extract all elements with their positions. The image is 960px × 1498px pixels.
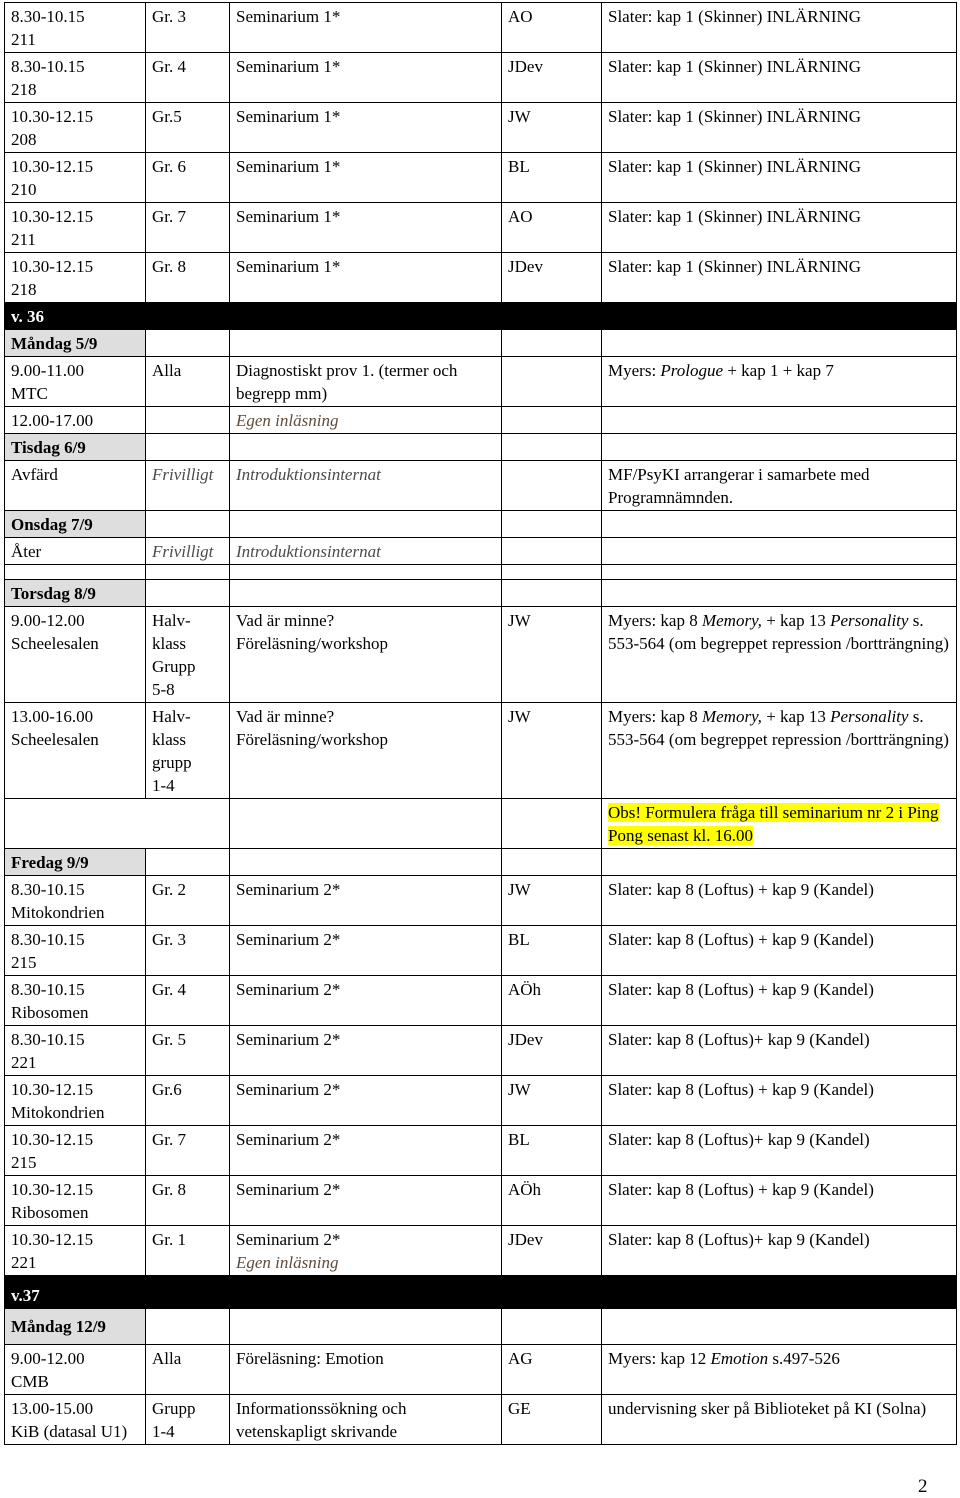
week-header: v. 36 [5, 303, 957, 330]
table-row [5, 799, 957, 849]
table-row: 12.00-17.00 Egen inläsning [5, 407, 957, 434]
table-row: 8.30-10.15 218 Gr. 4 Seminarium 1* JDev Slater: kap 1 (Skinner) INLÄRNING [5, 53, 957, 103]
page-number: 2 [918, 1476, 928, 1497]
day-header: Måndag 12/9 [5, 1309, 957, 1345]
day-header: Onsdag 7/9 [5, 511, 957, 538]
day-header: Tisdag 6/9 [5, 434, 957, 461]
table-row: 10.30-12.15 221 Gr. 1 Seminarium 2* Egen inläsning JDev Slater: kap 8 (Loftus)+ kap 9 (Kandel) [5, 1226, 957, 1276]
table-row: Åter Frivilligt Introduktionsinternat [5, 538, 957, 565]
table-row: Avfärd Frivilligt Introduktionsinternat MF/PsyKI arrangerar i samarbete med Programnämnden. [5, 461, 957, 511]
table-row: 10.30-12.15 215 Gr. 7 Seminarium 2* BL Slater: kap 8 (Loftus)+ kap 9 (Kandel) [5, 1126, 957, 1176]
table-row: 13.00-15.00 KiB (datasal U1) Grupp 1-4 Informationssökning och vetenskapligt skrivande GE undervisning sker på Biblioteket på KI (Solna) [5, 1395, 957, 1445]
table-row: 10.30-12.15 208 Gr.5 Seminarium 1* JW Slater: kap 1 (Skinner) INLÄRNING [5, 103, 957, 153]
table-row: 8.30-10.15 221 Gr. 5 Seminarium 2* JDev Slater: kap 8 (Loftus)+ kap 9 (Kandel) [5, 1026, 957, 1076]
deadline-note: Obs! Formulera fråga till seminarium nr 2 i Ping Pong senast kl. 16.00 [608, 803, 939, 845]
day-header: Måndag 5/9 [5, 330, 957, 357]
table-row: 9.00-12.00 Scheelesalen Halv-klass Grupp 5-8 Vad är minne? Föreläsning/workshop JW Myers: kap 8 Memory, + kap 13 Personality s. 553-564 (om begreppet repression /bortträngning) [5, 607, 957, 703]
table-row: 10.30-12.15 Ribosomen Gr. 8 Seminarium 2* AÖh Slater: kap 8 (Loftus) + kap 9 (Kandel) [5, 1176, 957, 1226]
room-label: KiB (datasal U1) [11, 1422, 128, 1441]
table-row: 10.30-12.15 Mitokondrien Gr.6 Seminarium 2* JW Slater: kap 8 (Loftus) + kap 9 (Kandel) [5, 1076, 957, 1126]
table-row: 13.00-16.00 Scheelesalen Halv-klass grupp 1-4 Vad är minne? Föreläsning/workshop JW Myers: kap 8 Memory, + kap 13 Personality s. 553-564 (om begreppet repression /bortträngning) [5, 703, 957, 799]
table-row: 8.30-10.15 Mitokondrien Gr. 2 Seminarium 2* JW Slater: kap 8 (Loftus) + kap 9 (Kandel) [5, 876, 957, 926]
table-row: 10.30-12.15 210 Gr. 6 Seminarium 1* BL Slater: kap 1 (Skinner) INLÄRNING [5, 153, 957, 203]
table-row: 8.30-10.15 215 Gr. 3 Seminarium 2* BL Slater: kap 8 (Loftus) + kap 9 (Kandel) [5, 926, 957, 976]
table-row: 10.30-12.15 218 Gr. 8 Seminarium 1* JDev Slater: kap 1 (Skinner) INLÄRNING [5, 253, 957, 303]
day-header: Torsdag 8/9 [5, 580, 957, 607]
schedule-table [4, 2, 957, 1445]
table-row: 8.30-10.15 211 Gr. 3 Seminarium 1* AO Slater: kap 1 (Skinner) INLÄRNING [5, 3, 957, 53]
day-header: Fredag 9/9 [5, 849, 957, 876]
week-header: v.37 [5, 1276, 957, 1309]
table-row: 8.30-10.15 Ribosomen Gr. 4 Seminarium 2* AÖh Slater: kap 8 (Loftus) + kap 9 (Kandel) [5, 976, 957, 1026]
table-row: 9.00-11.00 MTC Alla Diagnostiskt prov 1. (termer och begrepp mm) Myers: Prologue + kap 1 + kap 7 [5, 357, 957, 407]
table-row: 9.00-12.00 CMB Alla Föreläsning: Emotion AG Myers: kap 12 Emotion s.497-526 [5, 1345, 957, 1395]
table-row: 10.30-12.15 211 Gr. 7 Seminarium 1* AO Slater: kap 1 (Skinner) INLÄRNING [5, 203, 957, 253]
spacer-row [5, 565, 957, 580]
